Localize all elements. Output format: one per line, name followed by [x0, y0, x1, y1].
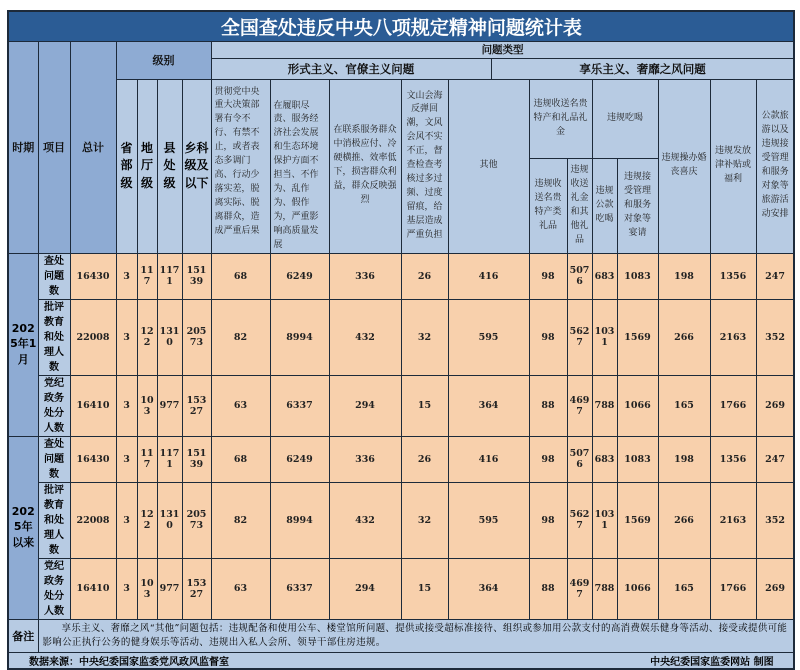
row-item-label: 党纪政务处分人数 [38, 375, 70, 436]
data-cell: 1356 [710, 253, 756, 299]
table-row [8, 558, 794, 619]
data-cell: 82 [211, 482, 270, 558]
data-cell: 5076 [567, 436, 592, 482]
header-formalism-col: 在联系服务群众中消极应付、冷硬横推、效率低下，损害群众利益，群众反映强烈 [329, 79, 401, 253]
data-cell: 1066 [617, 558, 658, 619]
data-cell: 98 [529, 299, 567, 375]
data-cell: 364 [448, 375, 529, 436]
data-cell: 68 [211, 436, 270, 482]
data-cell: 1083 [617, 436, 658, 482]
data-cell: 5076 [567, 253, 592, 299]
data-cell: 432 [329, 299, 401, 375]
data-cell: 6337 [270, 558, 329, 619]
data-cell: 6249 [270, 436, 329, 482]
header-item: 项目 [38, 41, 70, 253]
data-cell: 1356 [710, 436, 756, 482]
header-formalism-other: 其他 [448, 79, 529, 253]
table-row [8, 375, 794, 436]
table-row [8, 482, 794, 558]
data-cell: 198 [658, 253, 710, 299]
data-cell: 416 [448, 253, 529, 299]
data-cell: 1569 [617, 482, 658, 558]
data-cell: 32 [401, 482, 448, 558]
table-row [8, 299, 794, 375]
data-cell: 336 [329, 436, 401, 482]
data-cell: 20573 [182, 482, 211, 558]
data-cell: 432 [329, 482, 401, 558]
row-item-label: 查处问题数 [38, 436, 70, 482]
header-level: 级别 [116, 41, 211, 79]
data-source: 数据来源：中央纪委国家监委党风政风监督室 [29, 657, 229, 669]
data-cell: 3 [116, 253, 137, 299]
data-cell: 8994 [270, 299, 329, 375]
data-cell: 26 [401, 436, 448, 482]
notes-label: 备注 [8, 619, 38, 653]
data-cell: 352 [756, 482, 794, 558]
footer [8, 653, 794, 670]
data-cell: 4697 [567, 375, 592, 436]
header-formalism: 形式主义、官僚主义问题 [211, 58, 491, 79]
data-cell: 98 [529, 436, 567, 482]
data-cell: 2163 [710, 482, 756, 558]
data-cell: 117 [137, 436, 157, 482]
header-level-township: 乡科级及以下 [182, 79, 211, 253]
data-cell: 122 [137, 299, 157, 375]
data-cell: 1066 [617, 375, 658, 436]
data-cell: 88 [529, 558, 567, 619]
header-gifts-col: 违规收送名贵特产类礼品 [529, 159, 567, 254]
header-total: 总计 [70, 41, 116, 253]
notes-row [8, 619, 794, 653]
data-cell: 788 [592, 375, 617, 436]
data-cell: 1310 [157, 299, 182, 375]
data-cell: 5627 [567, 482, 592, 558]
data-cell: 103 [137, 375, 157, 436]
data-cell: 16410 [70, 375, 116, 436]
data-cell: 1766 [710, 375, 756, 436]
data-cell: 294 [329, 375, 401, 436]
header-hedonism-col: 违规发放津补贴或福利 [710, 79, 756, 253]
table-title: 全国查处违反中央八项规定精神问题统计表 [8, 11, 794, 41]
table-row [8, 253, 794, 299]
statistics-table [7, 10, 795, 670]
data-cell: 15327 [182, 375, 211, 436]
data-cell: 32 [401, 299, 448, 375]
header-dining-group: 违规吃喝 [592, 79, 658, 159]
header-dining-col: 违规公款吃喝 [592, 159, 617, 254]
data-cell: 103 [137, 558, 157, 619]
data-cell: 3 [116, 482, 137, 558]
table-row [8, 436, 794, 482]
header-hedonism-col: 违规操办婚丧喜庆 [658, 79, 710, 253]
data-cell: 63 [211, 375, 270, 436]
header-gifts-col: 违规收送礼金和其他礼品 [567, 159, 592, 254]
data-cell: 15 [401, 558, 448, 619]
header-gifts-group: 违规收送名贵特产和礼品礼金 [529, 79, 592, 159]
credit: 中央纪委国家监委网站 制图 [650, 657, 774, 669]
data-cell: 1171 [157, 436, 182, 482]
header-hedonism: 享乐主义、奢靡之风问题 [491, 58, 794, 79]
header-formalism-col: 文山会海反弹回潮，文风会风不实不正，督查检查考核过多过频、过度留痕，给基层造成严重负担 [401, 79, 448, 253]
footer-row [8, 653, 794, 670]
data-cell: 788 [592, 558, 617, 619]
header-problem-type: 问题类型 [211, 41, 794, 58]
data-cell: 6337 [270, 375, 329, 436]
data-cell: 16430 [70, 436, 116, 482]
data-cell: 63 [211, 558, 270, 619]
row-item-label: 党纪政务处分人数 [38, 558, 70, 619]
period-label: 2025年1月 [8, 253, 38, 436]
data-cell: 595 [448, 482, 529, 558]
data-cell: 6249 [270, 253, 329, 299]
data-cell: 294 [329, 558, 401, 619]
data-cell: 82 [211, 299, 270, 375]
data-cell: 22008 [70, 482, 116, 558]
data-cell: 977 [157, 375, 182, 436]
data-cell: 266 [658, 299, 710, 375]
data-cell: 1766 [710, 558, 756, 619]
period-label: 2025年以来 [8, 436, 38, 619]
data-cell: 977 [157, 558, 182, 619]
data-cell: 26 [401, 253, 448, 299]
data-cell: 15139 [182, 253, 211, 299]
data-cell: 416 [448, 436, 529, 482]
data-cell: 15 [401, 375, 448, 436]
data-cell: 1310 [157, 482, 182, 558]
data-cell: 88 [529, 375, 567, 436]
data-cell: 3 [116, 299, 137, 375]
row-item-label: 批评教育和处理人数 [38, 299, 70, 375]
data-cell: 364 [448, 558, 529, 619]
header-dining-col: 违规接受管理和服务对象等宴请 [617, 159, 658, 254]
header-formalism-col: 贯彻党中央重大决策部署有令不行、有禁不止，或者表态多调门高、行动少落实差，脱离实际、脱离群众，造成严重后果 [211, 79, 270, 253]
data-cell: 2163 [710, 299, 756, 375]
data-cell: 1171 [157, 253, 182, 299]
data-cell: 1031 [592, 482, 617, 558]
data-cell: 98 [529, 482, 567, 558]
header-period: 时期 [8, 41, 38, 253]
data-cell: 247 [756, 253, 794, 299]
data-cell: 247 [756, 436, 794, 482]
notes-text: 享乐主义、奢靡之风“其他”问题包括：违规配备和使用公车、楼堂馆所问题、提供或接受超标准接待、组织或参加用公款支付的高消费娱乐健身等活动、接受或提供可能影响公正执行公务的健身娱乐等活动、违规出入私人会所、领导干部住房违规。 [38, 619, 794, 653]
data-cell: 1569 [617, 299, 658, 375]
data-cell: 16410 [70, 558, 116, 619]
data-cell: 98 [529, 253, 567, 299]
data-cell: 269 [756, 375, 794, 436]
row-item-label: 批评教育和处理人数 [38, 482, 70, 558]
data-cell: 117 [137, 253, 157, 299]
data-cell: 266 [658, 482, 710, 558]
data-cell: 269 [756, 558, 794, 619]
data-cell: 68 [211, 253, 270, 299]
data-cell: 1083 [617, 253, 658, 299]
row-item-label: 查处问题数 [38, 253, 70, 299]
data-cell: 20573 [182, 299, 211, 375]
data-cell: 3 [116, 375, 137, 436]
header-hedonism-col: 公款旅游以及违规接受管理和服务对象等旅游活动安排 [756, 79, 794, 253]
data-cell: 165 [658, 558, 710, 619]
data-cell: 165 [658, 375, 710, 436]
data-cell: 683 [592, 253, 617, 299]
data-cell: 3 [116, 558, 137, 619]
data-cell: 16430 [70, 253, 116, 299]
header-level-county: 县处级 [157, 79, 182, 253]
header-level-provincial: 省部级 [116, 79, 137, 253]
data-cell: 122 [137, 482, 157, 558]
data-cell: 336 [329, 253, 401, 299]
header-formalism-col: 在履职尽责、服务经济社会发展和生态环境保护方面不担当、不作为、乱作为、假作为，严重影响高质量发展 [270, 79, 329, 253]
data-cell: 5627 [567, 299, 592, 375]
data-cell: 595 [448, 299, 529, 375]
data-cell: 22008 [70, 299, 116, 375]
data-cell: 15327 [182, 558, 211, 619]
data-cell: 4697 [567, 558, 592, 619]
data-cell: 3 [116, 436, 137, 482]
data-cell: 198 [658, 436, 710, 482]
data-cell: 683 [592, 436, 617, 482]
data-cell: 352 [756, 299, 794, 375]
header-level-prefectural: 地厅级 [137, 79, 157, 253]
data-cell: 8994 [270, 482, 329, 558]
data-cell: 15139 [182, 436, 211, 482]
data-cell: 1031 [592, 299, 617, 375]
